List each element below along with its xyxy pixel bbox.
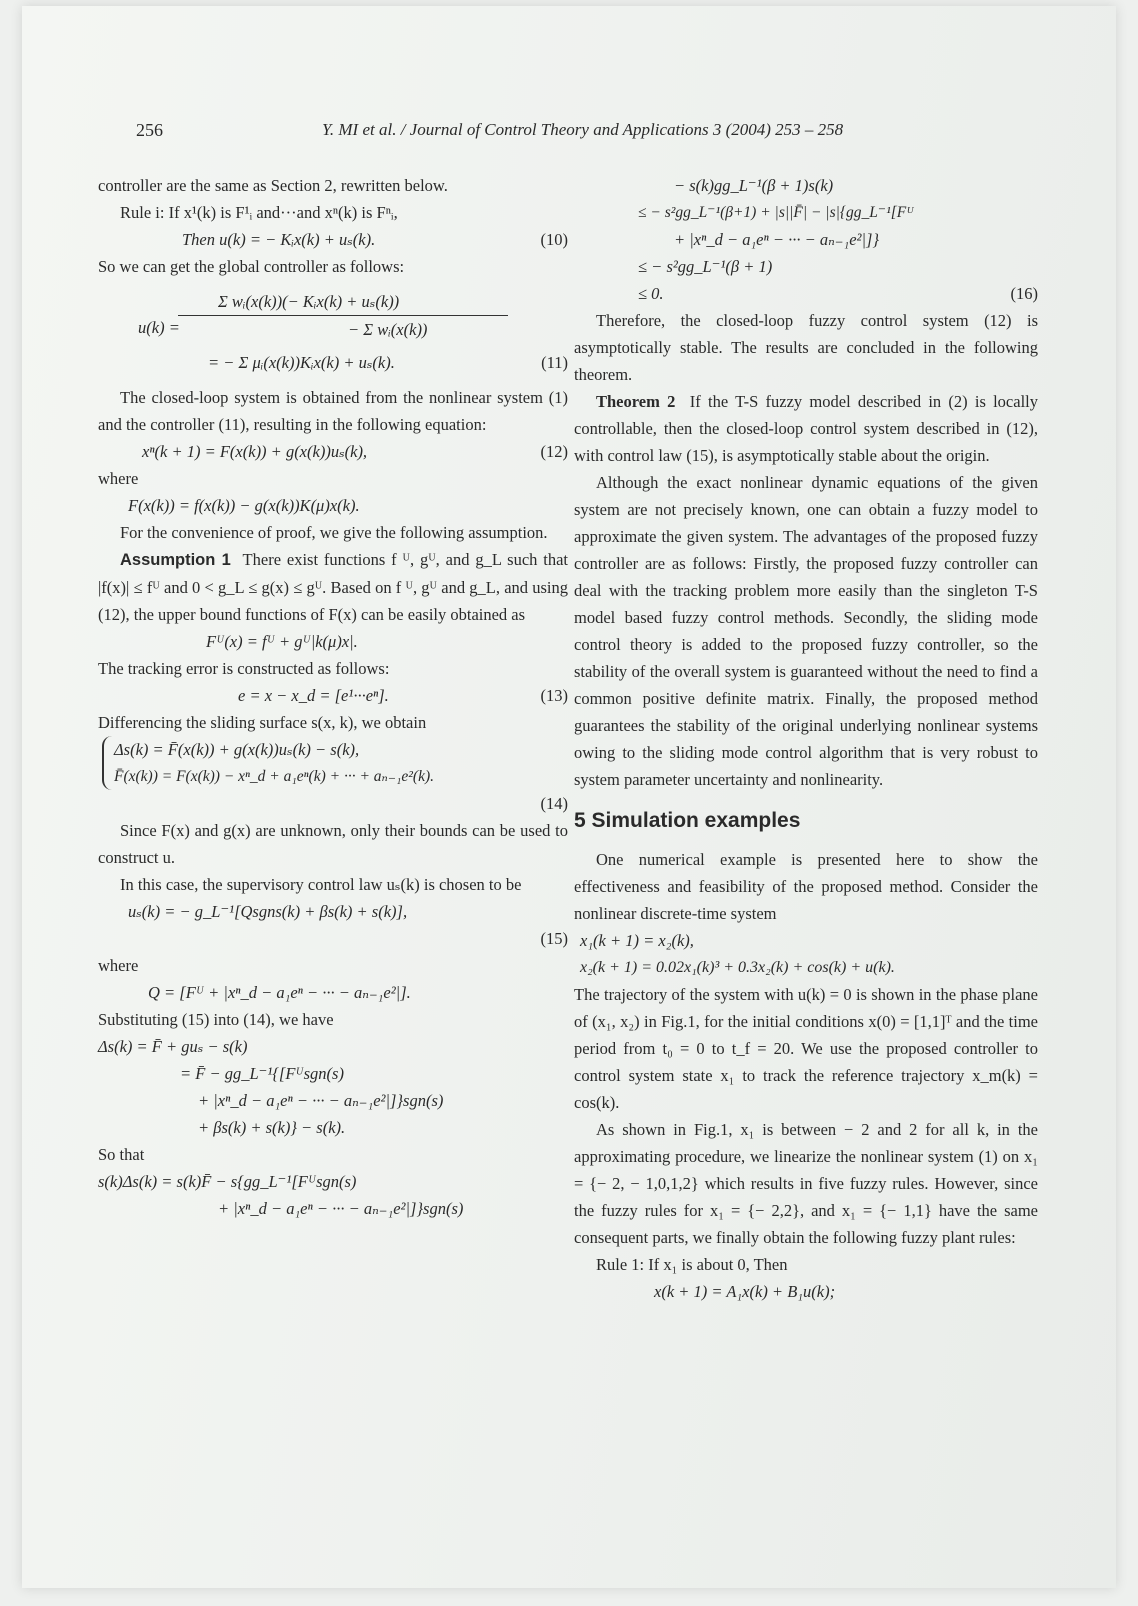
paragraph: So we can get the global controller as follows: (98, 257, 405, 276)
where-label: where (98, 469, 139, 488)
paragraph: One numerical example is presented here to show the effectiveness and feasibility of the proposed method. Consider the nonlinear discrete-time system (574, 850, 1038, 923)
assumption-label: Assumption 1 (120, 551, 231, 569)
equation-10: Then u(k) = − Kᵢx(k) + uₛ(k). (10) (98, 226, 568, 253)
equation-tag: (12) (540, 442, 568, 461)
equation-ds-4: + βs(k) + s(k)} − s(k). (198, 1118, 346, 1137)
equation-16-line3: + |xⁿ_d − a₁eⁿ − ··· − aₙ₋₁e²|]} (674, 230, 880, 249)
fraction-denominator: − Σ wᵢ(x(k)) (348, 320, 428, 339)
journal-page (22, 6, 1116, 1588)
paragraph: The closed-loop system is obtained from the nonlinear system (1) and the controller (11), resulting in the following equation: (98, 388, 568, 434)
equation-F: F(x(k)) = f(x(k)) − g(x(k))K(μ)x(k). (128, 496, 360, 515)
paragraph: controller are the same as Section 2, rewritten below. (98, 176, 448, 195)
equation-sds-2: + |xⁿ_d − a₁eⁿ − ··· − aₙ₋₁e²|]}sgn(s) (218, 1199, 464, 1218)
paragraph: As shown in Fig.1, x₁ is between − 2 and 2 for all k, in the approximating procedure, we linearize the nonlinear system (1) on x₁ = {− 2, − 1,0,1,2} which results in five fuzzy rules. However, since the fuzzy rules for x₁ = {− 2,2}, and x₁ = {− 1,1} have the same consequent parts, we finally obtain the following fuzzy plant rules: (574, 1120, 1038, 1247)
equation-14: Δs(k) = F̄(x(k)) + g(x(k))uₛ(k) − s(k), F̄(x(k)) = F(x(k)) − xⁿ_d + a₁eⁿ(k) + ··· + aₙ₋₁e²(k). (102, 736, 568, 790)
equation-ds-1: Δs(k) = F̄ + guₛ − s(k) (98, 1037, 248, 1056)
paragraph: The trajectory of the system with u(k) = 0 is shown in the phase plane of (x₁, x₂) in Fig.1, for the initial conditions x(0) = [1,1]ᵀ and the time period from t₀ = 0 to t_f = 20. We use the proposed controller to control system state x₁ to track the reference trajectory x_m(k) = cos(k). (574, 985, 1038, 1112)
equation-11-line2: = − Σ μᵢ(x(k))Kᵢx(k) + uₛ(k). (11) (98, 349, 568, 376)
equation-16-line1: − s(k)gg_L⁻¹(β + 1)s(k) (674, 176, 834, 195)
paragraph: Differencing the sliding surface s(x, k), we obtain (98, 713, 427, 732)
equation-tag: (15) (540, 929, 568, 948)
equation-tag: (16) (1010, 284, 1038, 303)
paragraph: For the convenience of proof, we give the following assumption. (120, 523, 548, 542)
equation-tag: (13) (540, 686, 568, 705)
fraction-numerator: Σ wᵢ(x(k))(− Kᵢx(k) + uₛ(k)) (178, 288, 508, 316)
assumption-1: Assumption 1 There exist functions f ᵁ, gᵁ, and g_L such that |f(x)| ≤ fᵁ and 0 < g_L ≤ g(x) ≤ gᵁ. Based on f ᵁ, gᵁ and g_L, and using (12), the upper bound functions of F(x) can be easily obtained as (98, 550, 569, 624)
system-equation-2: x₂(k + 1) = 0.02x₁(k)³ + 0.3x₂(k) + cos(k) + u(k). (580, 959, 895, 976)
system-equation-1: x₁(k + 1) = x₂(k), (580, 931, 694, 950)
page-number: 256 (136, 120, 163, 140)
equation-12: xⁿ(k + 1) = F(x(k)) + g(x(k))uₛ(k), (12) (98, 438, 568, 465)
equation-tag: (14) (540, 794, 568, 813)
equation-ds-3: + |xⁿ_d − a₁eⁿ − ··· − aₙ₋₁e²|]}sgn(s) (198, 1091, 444, 1110)
paragraph: Substituting (15) into (14), we have (98, 1010, 334, 1029)
where-label: where (98, 956, 139, 975)
page-header (22, 118, 1116, 148)
paragraph: Although the exact nonlinear dynamic equations of the given system are not precisely known, one can obtain a fuzzy model to approximate the given system. The advantages of the proposed fuzzy controller are as follows: Firstly, the proposed fuzzy controller can deal with the tracking problem more easily than the singleton T-S model based fuzzy control methods. Secondly, the sliding mode control theory is added to the proposed fuzzy controller, so the stability of the overall system is guaranteed without the need to find a common positive definite matrix. Finally, the proposed method guarantees the stability of the original underlying nonlinear systems owing to the sliding mode control algorithm that is very robust to system parameter uncertainty and nonlinearity. (574, 473, 1038, 789)
paragraph: Therefore, the closed-loop fuzzy control system (12) is asymptotically stable. The results are concluded in the following theorem. (574, 311, 1038, 384)
paragraph: Since F(x) and g(x) are unknown, only their bounds can be used to construct u. (98, 821, 568, 867)
equation-Q: Q = [Fᵁ + |xⁿ_d − a₁eⁿ − ··· − aₙ₋₁e²|]. (148, 983, 411, 1002)
fraction (178, 288, 508, 343)
paragraph: The tracking error is constructed as follows: (98, 659, 390, 678)
equation-ds-2: = F̄ − gg_L⁻¹{[Fᵁsgn(s) (180, 1064, 344, 1083)
theorem-2: Theorem 2 If the T-S fuzzy model described in (2) is locally controllable, then the closed-loop control system described in (12), with control law (15), is asymptotically stable about the origin. (574, 392, 1038, 465)
equation-11 (98, 288, 568, 343)
right-column (574, 172, 1038, 1305)
equation-13: e = x − x_d = [e¹···eⁿ]. (13) (98, 682, 568, 709)
paragraph: So that (98, 1145, 145, 1164)
rule-1-equation: x(k + 1) = A₁x(k) + B₁u(k); (654, 1282, 836, 1301)
equation-tag: (11) (541, 353, 568, 372)
theorem-label: Theorem 2 (596, 392, 676, 411)
equation-sds-1: s(k)Δs(k) = s(k)F̄ − s{gg_L⁻¹[Fᵁsgn(s) (98, 1172, 357, 1191)
equation-15: uₛ(k) = − g_L⁻¹[Qsgns(k) + βs(k) + s(k)], (128, 902, 408, 921)
left-column (98, 172, 568, 1222)
section-heading: 5 Simulation examples (574, 809, 801, 832)
eq11-lhs: u(k) = (138, 318, 180, 337)
paragraph: In this case, the supervisory control law uₛ(k) is chosen to be (120, 875, 522, 894)
rule-1: Rule 1: If x₁ is about 0, Then (596, 1255, 788, 1274)
equation-16-line2: ≤ − s²gg_L⁻¹(β+1) + |s||F̄| − |s|{gg_L⁻¹[Fᵁ (638, 204, 914, 221)
equation-16-line4: ≤ − s²gg_L⁻¹(β + 1) (638, 257, 773, 276)
rule-if: Rule i: If x¹(k) is F¹ᵢ and···and xⁿ(k) is Fⁿᵢ, (120, 203, 398, 222)
running-head: Y. MI et al. / Journal of Control Theory and Applications 3 (2004) 253 – 258 (322, 120, 844, 139)
equation-tag: (10) (540, 230, 568, 249)
equation-FU: Fᵁ(x) = fᵁ + gᵁ|k(μ)x|. (206, 632, 358, 651)
equation-16-line5: ≤ 0. (16) (574, 280, 1038, 307)
